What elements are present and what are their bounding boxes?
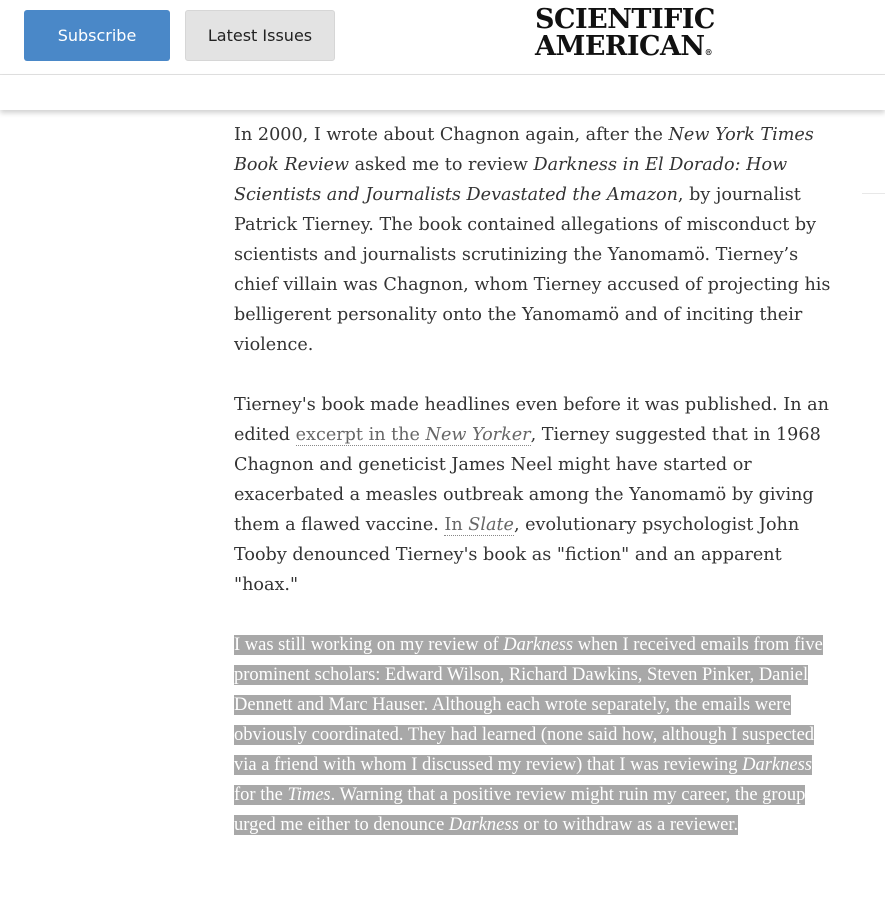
paragraph-2 bbox=[234, 390, 834, 600]
p1-text-e: , by journalist Patrick Tierney. The book contained allegations of misconduct by scientists and journalists scrutinizing the Yanomamö. Tierney’s chief villain was Chagnon, whom Tierney accused of projecting his belligerent personality onto the Yanomamö and of inciting their violence. bbox=[234, 185, 831, 355]
p3-text-a: I was still working on my review of bbox=[234, 635, 504, 655]
sidebar-divider bbox=[862, 193, 885, 194]
p1-book-title: Darkness in El Dorado: How Scientists and Journalists Devastated the Amazon bbox=[234, 155, 788, 205]
p1-book-review-title: New York Times Book Review bbox=[234, 125, 814, 175]
p3-text-c: when I received emails from five prominent scholars: Edward Wilson, Richard Dawkins, Steven Pinker, Daniel Dennett and Marc Hauser. Although each wrote separately, the emails were obviously coordinated. They had learned (none said how, although I suspected via a friend with whom I discussed my review) that I was reviewing bbox=[234, 635, 823, 775]
logo-line-2-text: AMERICAN bbox=[535, 31, 705, 62]
logo-line-1: SCIENTIFIC bbox=[535, 4, 715, 35]
logo-line-2 bbox=[535, 33, 735, 66]
p3-darkness-2: Darkness bbox=[742, 755, 812, 775]
paragraph-3-highlighted bbox=[234, 630, 834, 840]
p1-text-a: In 2000, I wrote about Chagnon again, after the bbox=[234, 125, 669, 145]
p3-text-g: . Warning that a positive review might ruin my career, the group urged me either to denounce bbox=[234, 785, 806, 835]
article-body bbox=[234, 120, 834, 870]
latest-issues-button[interactable]: Latest Issues bbox=[185, 10, 335, 61]
new-yorker-excerpt-link[interactable] bbox=[296, 425, 531, 446]
p3-times: Times bbox=[287, 785, 331, 805]
subscribe-button[interactable]: Subscribe bbox=[24, 10, 170, 61]
paragraph-1 bbox=[234, 120, 834, 360]
p3-darkness-1: Darkness bbox=[503, 635, 574, 655]
link2-em: Slate bbox=[468, 515, 514, 535]
p2-text-c: , evolutionary psychologist John Tooby denounced Tierney's book as "fiction" and an apparent "hoax." bbox=[234, 515, 800, 595]
p3-text-e: for the bbox=[234, 785, 288, 805]
link1-em: New Yorker bbox=[425, 425, 531, 445]
link2-text: In bbox=[444, 515, 469, 535]
registered-mark: ® bbox=[704, 47, 713, 57]
slate-link[interactable] bbox=[444, 515, 514, 536]
p3-text-i: or to withdraw as a reviewer. bbox=[518, 815, 739, 835]
site-header bbox=[0, 0, 885, 75]
site-logo[interactable] bbox=[535, 6, 735, 66]
p2-text-b: , Tierney suggested that in 1968 Chagnon and geneticist James Neel might have started or exacerbated a measles outbreak among the Yanomamö by giving them a flawed vaccine. bbox=[234, 425, 821, 535]
link1-text: excerpt in the bbox=[295, 425, 426, 445]
selected-text bbox=[234, 635, 823, 835]
p1-text-c: asked me to review bbox=[349, 155, 534, 175]
sticky-subheader bbox=[0, 75, 885, 110]
p2-text-a: Tierney's book made headlines even before it was published. In an edited bbox=[234, 395, 829, 445]
p3-darkness-3: Darkness bbox=[448, 815, 519, 835]
